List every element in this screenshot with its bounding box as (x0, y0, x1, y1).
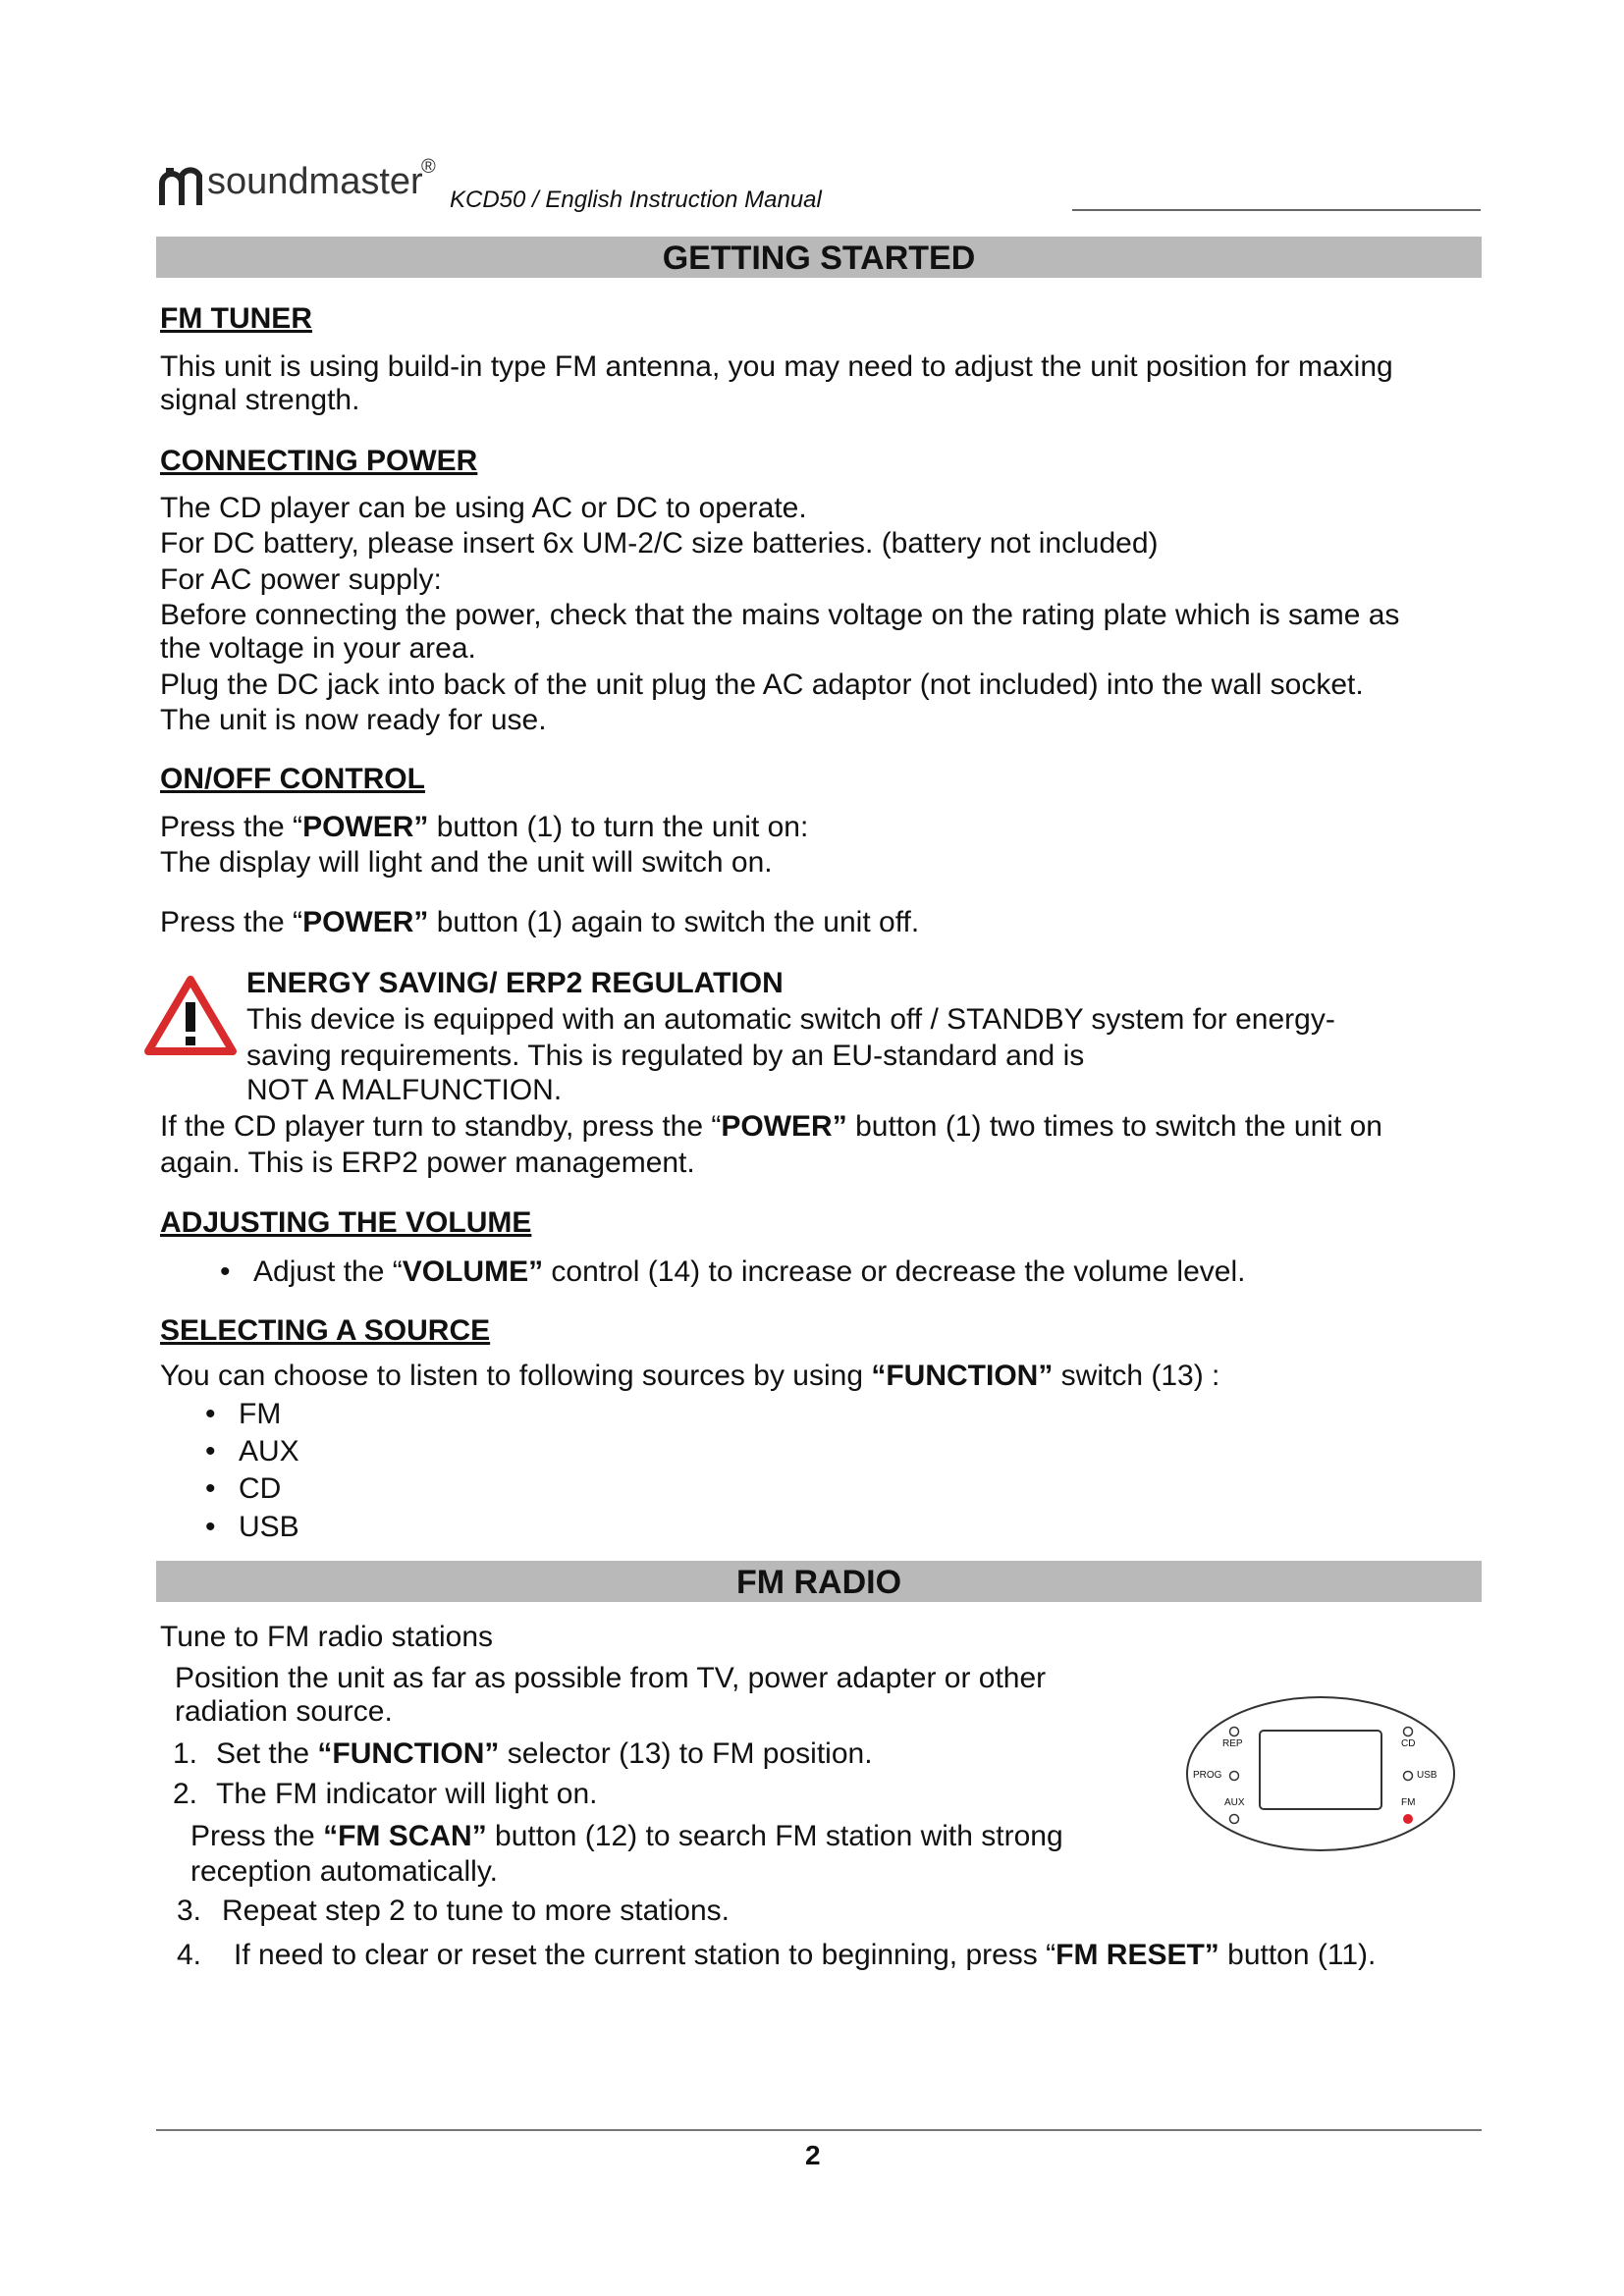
on-off-line-2: The display will light and the unit will switch on. (160, 846, 773, 879)
fm-scan-line-1: Press the “FM SCAN” button (12) to search FM station with strong (190, 1820, 1063, 1852)
fm-step-3-number: 3. (177, 1895, 202, 1927)
energy-line-5: again. This is ERP2 power management. (160, 1147, 695, 1179)
source-item-cd: • CD (239, 1471, 281, 1507)
panel-label-usb: USB (1417, 1770, 1437, 1781)
fm-indicator-led (1403, 1814, 1413, 1824)
section-bar-getting-started: GETTING STARTED (156, 237, 1482, 278)
source-intro: You can choose to listen to following sources by using “FUNCTION” switch (13) : (160, 1360, 1220, 1392)
heading-energy-saving: ENERGY SAVING/ ERP2 REGULATION (246, 967, 784, 999)
energy-line-2: saving requirements. This is regulated by an EU-standard and is (246, 1040, 1085, 1072)
power-line-4: Before connecting the power, check that the mains voltage on the rating plate which is same as (160, 599, 1400, 631)
panel-label-prog: PROG (1193, 1770, 1222, 1781)
manual-title: KCD50 / English Instruction Manual (450, 187, 822, 213)
heading-connecting-power: CONNECTING POWER (160, 445, 478, 477)
power-line-3: For AC power supply: (160, 563, 442, 596)
header-rule (1072, 209, 1481, 211)
power-line-2: For DC battery, please insert 6x UM-2/C size batteries. (battery not included) (160, 527, 1159, 560)
energy-line-4: If the CD player turn to standby, press the “POWER” button (1) two times to switch the unit on (160, 1110, 1382, 1143)
volume-bullet: • Adjust the “VOLUME” control (14) to increase or decrease the volume level. (253, 1255, 1245, 1290)
brand-name: soundmaster (207, 161, 423, 202)
fm-step-1-number: 1. (173, 1737, 198, 1770)
fm-step-2-number: 2. (173, 1778, 198, 1810)
registered-mark: ® (421, 156, 436, 178)
heading-on-off-control: ON/OFF CONTROL (160, 763, 425, 795)
fm-position-line-1: Position the unit as far as possible from TV, power adapter or other (175, 1662, 1047, 1694)
panel-label-fm: FM (1401, 1797, 1416, 1808)
fm-scan-line-2: reception automatically. (190, 1855, 498, 1888)
fm-radio-intro: Tune to FM radio stations (160, 1621, 494, 1653)
panel-label-aux: AUX (1224, 1797, 1245, 1808)
fm-position-line-2: radiation source. (175, 1695, 393, 1728)
soundmaster-logo-icon (158, 162, 203, 207)
heading-fm-tuner: FM TUNER (160, 302, 312, 335)
power-line-7: The unit is now ready for use. (160, 704, 547, 736)
fm-step-4: If need to clear or reset the current station to beginning, press “FM RESET” button (11). (234, 1939, 1377, 1971)
source-item-fm: • FM (239, 1397, 281, 1432)
fm-step-4-number: 4. (177, 1939, 202, 1971)
source-item-usb: • USB (239, 1510, 299, 1545)
on-off-line-3: Press the “POWER” button (1) again to switch the unit off. (160, 906, 920, 938)
fm-step-2: The FM indicator will light on. (216, 1778, 598, 1810)
warning-triangle-icon (144, 975, 237, 1055)
source-item-aux: • AUX (239, 1434, 299, 1469)
energy-line-1: This device is equipped with an automatic switch off / STANDBY system for energy- (246, 1003, 1335, 1036)
fm-tuner-line-2: signal strength. (160, 384, 360, 416)
section-bar-fm-radio: FM RADIO (156, 1561, 1482, 1602)
fm-tuner-line-1: This unit is using build-in type FM antenna, you may need to adjust the unit position for maxing (160, 350, 1393, 383)
fm-step-3: Repeat step 2 to tune to more stations. (222, 1895, 730, 1927)
panel-label-cd: CD (1401, 1738, 1416, 1749)
footer-rule (156, 2129, 1482, 2131)
fm-step-1: Set the “FUNCTION” selector (13) to FM position. (216, 1737, 873, 1770)
panel-label-rep: REP (1222, 1738, 1243, 1749)
energy-line-3: NOT A MALFUNCTION. (246, 1074, 563, 1106)
heading-adjusting-volume: ADJUSTING THE VOLUME (160, 1206, 532, 1239)
power-line-1: The CD player can be using AC or DC to operate. (160, 492, 807, 524)
heading-selecting-source: SELECTING A SOURCE (160, 1314, 491, 1347)
front-panel-illustration (1183, 1693, 1458, 1855)
on-off-line-1: Press the “POWER” button (1) to turn the unit on: (160, 811, 809, 843)
page-number: 2 (805, 2140, 821, 2170)
power-line-5: the voltage in your area. (160, 632, 476, 665)
power-line-6: Plug the DC jack into back of the unit plug the AC adaptor (not included) into the wall socket. (160, 668, 1364, 701)
